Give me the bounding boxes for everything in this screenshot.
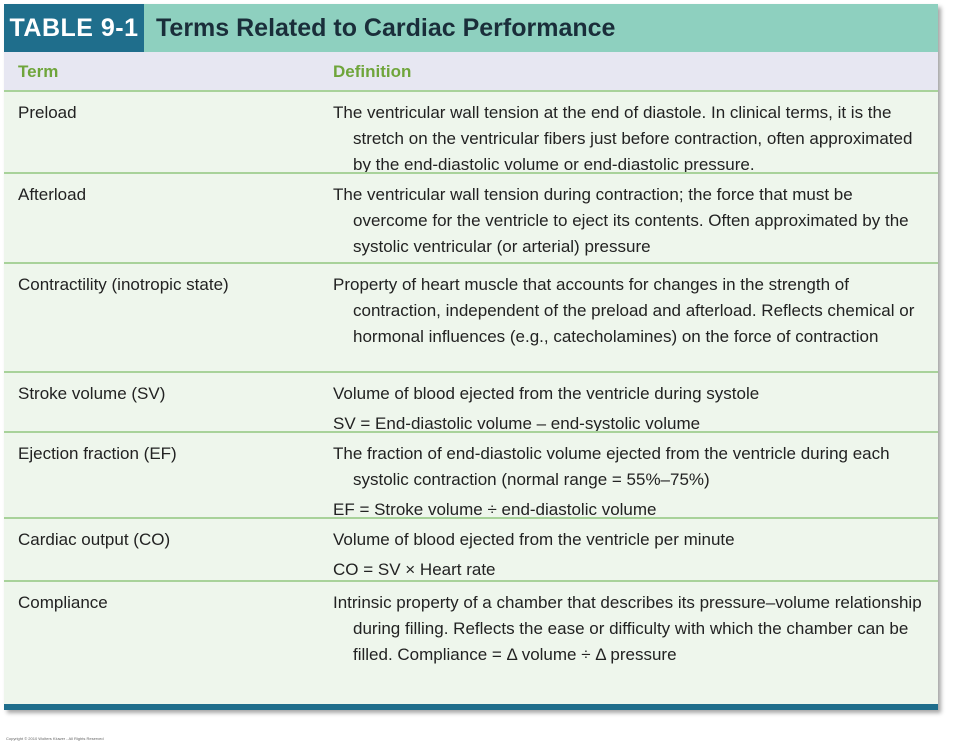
table-title-bar [4,4,938,52]
definition-cell [333,182,929,260]
definition-text: Property of heart muscle that accounts for changes in the strength of contraction, independent of the preload and afterload. Reflects chemical or hormonal influences (e.g., catecholamines) on the force of contraction [333,275,915,346]
table-row [4,580,938,704]
table-row [4,90,938,172]
formula-text: CO = SV × Heart rate [333,560,496,579]
definition-text: Volume of blood ejected from the ventricle per minute [333,530,735,549]
definition-text: Volume of blood ejected from the ventricle during systole [333,384,760,403]
column-header-term: Term [18,62,59,81]
definition-cell [333,272,929,350]
term-cell: Compliance [18,593,108,612]
formula-text: EF = Stroke volume ÷ end-diastolic volume [333,500,657,519]
term-cell: Preload [18,103,77,122]
table-row [4,371,938,433]
definition-cell [333,590,929,668]
term-cell: Afterload [18,185,87,204]
definition-text: Intrinsic property of a chamber that describes its pressure–volume relationship during filling. Reflects the ease or difficulty with which the chamber can be filled. Compliance = Δ volume ÷ Δ pressure [333,593,922,664]
table-header-row [4,52,938,90]
table-row [4,262,938,372]
definition-text: The ventricular wall tension during contraction; the force that must be overcome for the ventricle to eject its contents. Often approximated by the systolic ventricular (or arterial) pressure [333,185,909,256]
table-row [4,172,938,254]
table-row [4,431,938,517]
definition-cell [333,527,929,583]
definition-cell [333,381,929,437]
definition-text: The ventricular wall tension at the end of diastole. In clinical terms, it is the stretch on the ventricular fibers just before contraction, often approximated by the end-diastolic volume or end-diastolic pressure. [333,103,913,174]
term-cell: Cardiac output (CO) [18,530,171,549]
definition-text: The fraction of end-diastolic volume ejected from the ventricle during each systolic contraction (normal range = 55%–75%) [333,444,890,489]
column-header-definition: Definition [333,62,412,81]
table-title: Terms Related to Cardiac Performance [156,13,616,42]
term-cell: Stroke volume (SV) [18,384,166,403]
definition-cell [333,441,929,523]
definition-cell [333,100,929,178]
table-number-label: TABLE 9-1 [4,4,144,52]
table-bottom-rule [4,704,938,710]
formula-text: SV = End-diastolic volume – end-systolic volume [333,414,701,433]
term-cell: Ejection fraction (EF) [18,444,177,463]
table-row [4,517,938,583]
table-container [4,4,938,710]
copyright-notice: Copyright © 2010 Wolters Kluwer - All Rights Reserved [6,736,104,741]
term-cell: Contractility (inotropic state) [18,275,229,294]
